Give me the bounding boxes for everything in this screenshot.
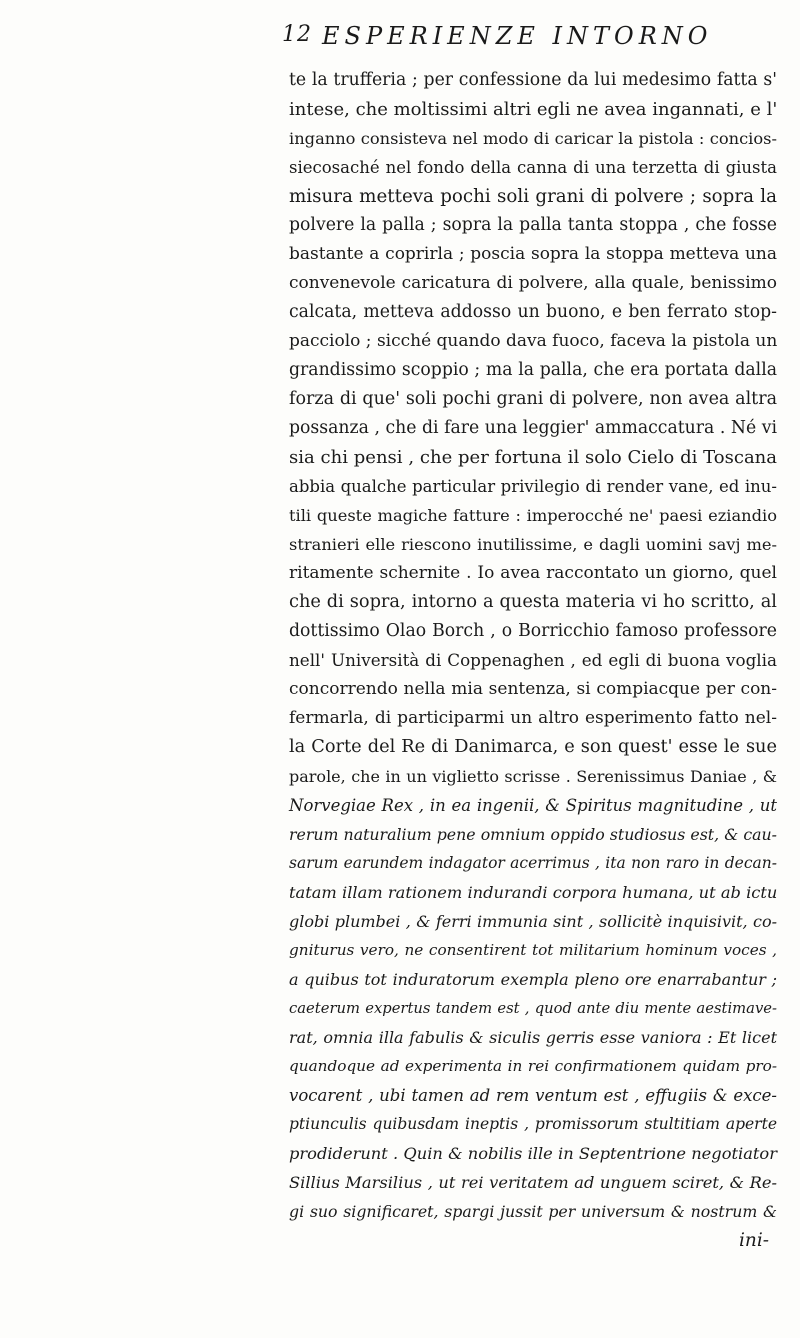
text-line: concorrendo nella mia sentenza, si compiacque per con- — [289, 679, 777, 699]
text-line-latin: prodiderunt . Quin & nobilis ille in Septentrione negotiator — [289, 1144, 777, 1163]
text-line-latin: globi plumbei , & ferri immunia sint , sollicitè inquisivit, co- — [289, 912, 777, 931]
text-line: intese, che moltissimi altri egli ne avea ingannati, e l' — [289, 99, 778, 120]
text-line-latin: rat, omnia illa fabulis & siculis gerris esse vaniora : Et licet — [289, 1028, 777, 1047]
text-line-latin: gniturus vero, ne consentirent tot militarium hominum voces , — [289, 941, 777, 959]
text-line: pacciolo ; sicché quando dava fuoco, faceva la pistola un — [289, 331, 778, 351]
text-line-latin: ptiunculis quibusdam ineptis , promissorum stultitiam aperte — [289, 1115, 777, 1133]
text-line: grandissimo scoppio ; ma la palla, che era portata dalla — [289, 360, 777, 380]
text-line-latin: tatam illam rationem indurandi corpora humana, ut ab ictu — [289, 883, 778, 902]
text-line: bastante a coprirla ; poscia sopra la stoppa metteva una — [289, 244, 777, 264]
text-line: dottissimo Olao Borch , o Borricchio famoso professore — [289, 621, 777, 641]
text-line-latin: gi suo significaret, spargi jussit per universum & nostrum & — [289, 1202, 777, 1221]
text-line: nell' Università di Coppenaghen , ed egli di buona voglia — [289, 650, 777, 670]
text-line: calcata, metteva addosso un buono, e ben ferrato stop- — [289, 302, 777, 322]
text-line: polvere la palla ; sopra la palla tanta stoppa , che fosse — [289, 215, 777, 235]
text-line: parole, che in un viglietto scrisse . Serenissimus Daniae , & — [289, 767, 777, 786]
text-line: misura metteva pochi soli grani di polvere ; sopra la — [289, 186, 777, 207]
text-line: sia chi pensi , che per fortuna il solo Cielo di Toscana — [289, 447, 777, 468]
text-line: possanza , che di fare una leggier' ammaccatura . Né vi — [289, 418, 777, 438]
text-line: forza di que' soli pochi grani di polvere, non avea altra — [289, 389, 777, 409]
body-text — [289, 66, 777, 1316]
text-line: te la trufferia ; per confessione da lui medesimo fatta s' — [289, 70, 777, 90]
text-line: abbia qualche particular privilegio di render vane, ed inu- — [289, 477, 777, 496]
page-header — [282, 22, 762, 58]
text-line: ritamente schernite . Io avea raccontato un giorno, quel — [289, 563, 777, 583]
text-line-latin: quandoque ad experimenta in rei confirmationem quidam pro- — [289, 1057, 777, 1075]
text-line-latin: sarum earundem indagator acerrimus , ita non raro in decan- — [289, 854, 777, 872]
page-number: 12 — [282, 22, 312, 47]
text-line: fermarla, di participarmi un altro esperimento fatto nel- — [289, 708, 777, 728]
text-line: siecosaché nel fondo della canna di una terzetta di giusta — [289, 158, 777, 177]
catchword: ini- — [739, 1230, 769, 1251]
text-line: che di sopra, intorno a questa materia vi ho scritto, al — [289, 592, 777, 612]
text-line-latin: vocarent , ubi tamen ad rem ventum est , effugiis & exce- — [289, 1086, 777, 1105]
text-line: la Corte del Re di Danimarca, e son quest' esse le sue — [289, 737, 777, 757]
text-line-latin: Sillius Marsilius , ut rei veritatem ad unguem sciret, & Re- — [289, 1173, 777, 1192]
text-line: stranieri elle riescono inutilissime, e dagli uomini savj me- — [289, 535, 777, 554]
text-line-latin: rerum naturalium pene omnium oppido studiosus est, & cau- — [289, 825, 777, 844]
running-title: ESPERIENZE INTORNO — [322, 22, 713, 50]
text-line: convenevole caricatura di polvere, alla quale, benissimo — [289, 273, 777, 293]
text-line-latin: a quibus tot induratorum exempla pleno ore enarrabantur ; — [289, 970, 777, 989]
text-line: inganno consisteva nel modo di caricar la pistola : concios- — [289, 129, 777, 148]
text-line-latin: Norvegiae Rex , in ea ingenii, & Spiritus magnitudine , ut — [289, 796, 777, 815]
text-line: tili queste magiche fatture : imperocché ne' paesi eziandio — [289, 506, 777, 525]
text-line-latin: caeterum expertus tandem est , quod ante diu mente aestimave- — [289, 1000, 777, 1017]
